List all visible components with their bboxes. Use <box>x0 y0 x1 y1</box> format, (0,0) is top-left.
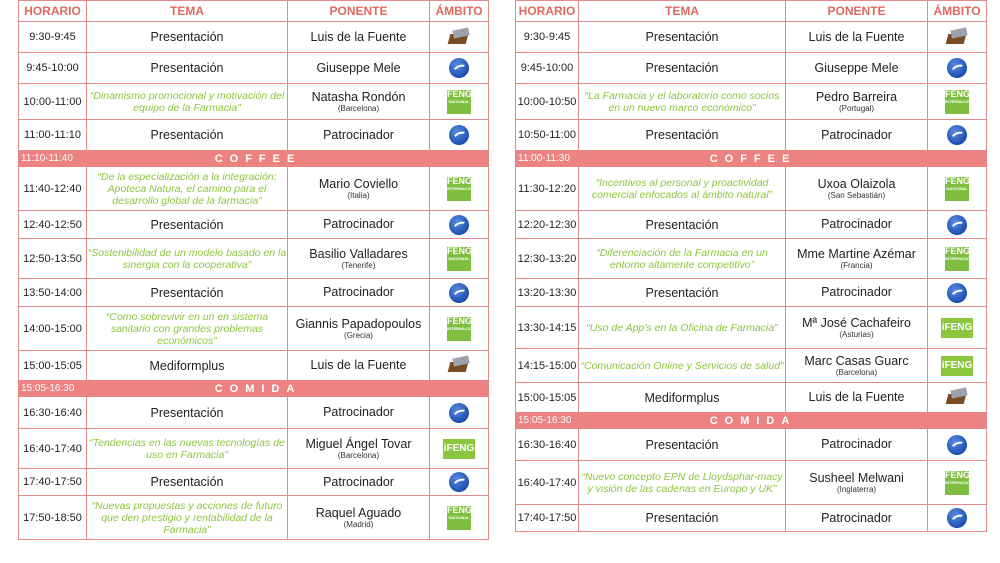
globe-logo-icon <box>947 283 967 303</box>
box-logo-icon <box>447 28 471 46</box>
speaker-name: Patrocinador <box>821 127 892 142</box>
ambito-cell <box>928 84 987 120</box>
ponente-cell <box>786 461 928 505</box>
ponente-cell <box>786 120 928 151</box>
break-row <box>19 151 489 167</box>
ambito-cell <box>928 120 987 151</box>
feng-logo-subtext: INTERNACIONAL <box>447 185 481 191</box>
talk-title: “Nuevo concepto EPN de Lloydsphar-macy y visión de las cadenas en Europo y UK” <box>579 461 786 505</box>
globe-logo-icon <box>947 125 967 145</box>
tema-cell: Presentación <box>579 211 786 239</box>
box-logo-icon <box>447 356 471 374</box>
speaker-location: (Barcelona) <box>337 103 380 113</box>
ponente-cell <box>786 53 928 84</box>
ambito-cell <box>430 279 489 307</box>
schedule-row <box>19 22 489 53</box>
time-cell: 10:00-11:00 <box>19 84 87 120</box>
globe-logo-icon <box>449 58 469 78</box>
speaker-name: Miguel Ángel Tovar <box>305 436 412 451</box>
ambito-cell <box>430 351 489 381</box>
ponente-cell <box>786 167 928 211</box>
break-row <box>516 413 987 429</box>
schedule-row <box>516 307 987 349</box>
break-label: COFFEE <box>87 151 430 167</box>
schedule-row <box>19 239 489 279</box>
speaker-name: Patrocinador <box>821 437 892 451</box>
speaker-location: (Barcelona) <box>337 450 380 460</box>
ponente-cell <box>288 53 430 84</box>
schedule-row <box>19 53 489 84</box>
ponente-cell <box>786 383 928 413</box>
schedule-row <box>19 397 489 429</box>
talk-title: “Uso de App’s en la Oficina de Farmacia” <box>579 307 786 349</box>
feng-internacional-logo-icon <box>447 315 481 341</box>
talk-title: “Tendencias en las nuevas tecnologías de uso en Farmacia” <box>87 429 288 469</box>
talk-title: “Dinamismo promocional y motivación del equipo de la Farmacia” <box>87 84 288 120</box>
ponente-cell <box>288 167 430 211</box>
schedule-row <box>516 349 987 383</box>
feng-logo-text: FENG <box>447 175 473 186</box>
schedule-row <box>516 84 987 120</box>
time-cell: 17:40-17:50 <box>19 469 87 496</box>
break-spacer <box>928 151 987 167</box>
feng-logo-subtext: NACIONAL <box>448 255 470 261</box>
ponente-cell <box>786 211 928 239</box>
schedule-row <box>19 120 489 151</box>
globe-logo-icon <box>947 58 967 78</box>
time-cell: 15:00-15:05 <box>516 383 579 413</box>
speaker-name: Uxoa Olaizola <box>817 176 896 191</box>
ambito-cell <box>430 120 489 151</box>
ponente-cell <box>786 349 928 383</box>
ponente-cell <box>288 397 430 429</box>
globe-logo-icon <box>947 215 967 235</box>
time-cell: 16:30-16:40 <box>516 429 579 461</box>
ambito-cell <box>430 307 489 351</box>
feng-nacional-logo-icon <box>945 177 969 201</box>
break-spacer <box>430 381 489 397</box>
schedule-table-right <box>515 0 987 532</box>
speaker-name: Marc Casas Guarc <box>804 353 909 368</box>
feng-logo-subtext: NACIONAL <box>448 98 470 104</box>
ambito-cell <box>928 167 987 211</box>
tema-cell: Presentación <box>87 120 288 151</box>
ponente-cell <box>288 239 430 279</box>
ambito-cell <box>430 211 489 239</box>
speaker-location: (Barcelona) <box>835 367 878 377</box>
speaker-location: (Grecia) <box>344 330 373 340</box>
time-cell: 12:30-13:20 <box>516 239 579 279</box>
break-time: 15:05-16:30 <box>19 381 87 397</box>
header-ponente: PONENTE <box>786 1 928 22</box>
schedule-table-left <box>18 0 489 540</box>
speaker-name: Giannis Papadopoulos <box>295 316 422 331</box>
box-logo-icon <box>945 28 969 46</box>
tema-cell: Presentación <box>87 211 288 239</box>
ambito-cell <box>430 429 489 469</box>
ponente-cell <box>288 469 430 496</box>
time-cell: 14:00-15:00 <box>19 307 87 351</box>
schedule-row <box>19 279 489 307</box>
ponente-cell <box>786 239 928 279</box>
tema-cell: Presentación <box>87 469 288 496</box>
time-cell: 13:30-14:15 <box>516 307 579 349</box>
talk-title: “Diferenciación de la Farmacia en un entorno altamente competitivo” <box>579 239 786 279</box>
schedule-row <box>516 53 987 84</box>
schedule-row <box>516 383 987 413</box>
talk-title: “La Farmacia y el laboratorio como socios en un nuevo marco económico” <box>579 84 786 120</box>
feng-internacional-logo-icon <box>447 175 481 201</box>
ponente-cell <box>786 279 928 307</box>
tema-cell: Presentación <box>579 22 786 53</box>
feng-nacional-logo-icon <box>447 90 471 114</box>
feng-logo-subtext: NACIONAL <box>448 514 470 520</box>
feng-internacional-logo-icon <box>945 88 979 114</box>
tema-cell: Presentación <box>579 505 786 532</box>
feng-logo-text: FENG <box>945 245 971 256</box>
globe-logo-icon <box>449 215 469 235</box>
time-cell: 9:45-10:00 <box>19 53 87 84</box>
ambito-cell <box>430 167 489 211</box>
tema-cell: Mediformplus <box>579 383 786 413</box>
break-label: COFFEE <box>579 151 928 167</box>
break-time: 11:10-11:40 <box>19 151 87 167</box>
feng-nacional-logo-icon <box>447 247 471 271</box>
talk-title: “Como sobrevivir en un en sistema sanitario con grandes problemas económicos” <box>87 307 288 351</box>
speaker-name: Pedro Barreira <box>815 89 898 104</box>
feng-logo-text: FENG <box>447 88 473 99</box>
ambito-cell <box>928 239 987 279</box>
speaker-name: Patrocinador <box>323 405 394 419</box>
header-tema: TEMA <box>87 1 288 22</box>
speaker-location: (Tenerife) <box>341 260 376 270</box>
tema-cell: Mediformplus <box>87 351 288 381</box>
time-cell: 11:30-12:20 <box>516 167 579 211</box>
ambito-cell <box>430 397 489 429</box>
time-cell: 9:45-10:00 <box>516 53 579 84</box>
break-label: COMIDA <box>579 413 928 429</box>
time-cell: 15:00-15:05 <box>19 351 87 381</box>
header-horario: HORARIO <box>19 1 87 22</box>
header-ambito: ÁMBITO <box>928 1 987 22</box>
speaker-name: Patrocinador <box>323 285 394 299</box>
schedule-row <box>516 505 987 532</box>
schedule-row <box>19 167 489 211</box>
globe-logo-icon <box>449 125 469 145</box>
speaker-name: Mme Martine Azémar <box>797 246 916 261</box>
feng-logo-text: FENG <box>447 504 473 515</box>
speaker-name: Patrocinador <box>821 217 892 231</box>
feng-logo-subtext: INTERNACIONAL <box>447 325 481 331</box>
ambito-cell <box>430 239 489 279</box>
ambito-cell <box>928 429 987 461</box>
time-cell: 10:00-10:50 <box>516 84 579 120</box>
time-cell: 16:30-16:40 <box>19 397 87 429</box>
schedule-row <box>19 307 489 351</box>
ponente-cell <box>786 429 928 461</box>
ponente-cell <box>786 22 928 53</box>
talk-title: “Comunicación Online y Servicios de salud” <box>579 349 786 383</box>
ponente-cell <box>288 496 430 540</box>
time-cell: 10:50-11:00 <box>516 120 579 151</box>
ponente-cell <box>288 84 430 120</box>
ambito-cell <box>928 383 987 413</box>
schedule-row <box>19 429 489 469</box>
ambito-cell <box>430 84 489 120</box>
speaker-name: Luis de la Fuente <box>808 390 905 404</box>
schedule-row <box>516 429 987 461</box>
talk-title: “Sostenibilidad de un modelo basado en la sinergia con la cooperativa” <box>87 239 288 279</box>
tema-cell: Presentación <box>579 120 786 151</box>
speaker-location: (Italia) <box>347 190 370 200</box>
feng-logo-subtext: INTERNACIONAL <box>945 255 979 261</box>
ifeng-logo-icon: iFENG <box>941 318 973 338</box>
ponente-cell <box>786 307 928 349</box>
header-tema: TEMA <box>579 1 786 22</box>
ponente-cell <box>288 351 430 381</box>
schedule-row <box>19 351 489 381</box>
speaker-location: (Inglaterra) <box>836 484 877 494</box>
ifeng-logo-icon: iFENG <box>941 356 973 376</box>
break-time: 15:05-16:30 <box>516 413 579 429</box>
ponente-cell <box>288 279 430 307</box>
speaker-name: Natasha Rondón <box>311 89 406 104</box>
tema-cell: Presentación <box>87 279 288 307</box>
feng-logo-subtext: INTERNACIONAL <box>945 479 979 485</box>
time-cell: 13:50-14:00 <box>19 279 87 307</box>
speaker-name: Mª José Cachafeiro <box>802 315 911 330</box>
tema-cell: Presentación <box>87 397 288 429</box>
speaker-name: Raquel Aguado <box>315 505 402 520</box>
time-cell: 11:00-11:10 <box>19 120 87 151</box>
feng-logo-text: FENG <box>945 88 971 99</box>
speaker-name: Luis de la Fuente <box>808 29 905 44</box>
time-cell: 16:40-17:40 <box>516 461 579 505</box>
ambito-cell <box>928 53 987 84</box>
speaker-name: Giuseppe Mele <box>316 60 401 75</box>
break-row <box>19 381 489 397</box>
time-cell: 11:40-12:40 <box>19 167 87 211</box>
feng-logo-text: FENG <box>945 469 971 480</box>
time-cell: 9:30-9:45 <box>19 22 87 53</box>
tema-cell: Presentación <box>87 22 288 53</box>
ponente-cell <box>288 120 430 151</box>
header-ponente: PONENTE <box>288 1 430 22</box>
speaker-name: Patrocinador <box>821 285 892 299</box>
ambito-cell <box>430 469 489 496</box>
ambito-cell <box>928 461 987 505</box>
speaker-name: Patrocinador <box>821 510 892 525</box>
time-cell: 9:30-9:45 <box>516 22 579 53</box>
ambito-cell <box>430 496 489 540</box>
speaker-name: Mario Coviello <box>318 176 399 191</box>
talk-title: “Nuevas propuestas y acciones de futuro que den prestigio y rentabilidad de la Farmacia” <box>87 496 288 540</box>
talk-title: “Incentivos al personal y proactividad comercial enfocados al ámbito natural” <box>579 167 786 211</box>
talk-title: “De la especialización a la integración: Apoteca Natura, el camino para el desarrollo global de la farmacia” <box>87 167 288 211</box>
time-cell: 12:40-12:50 <box>19 211 87 239</box>
ponente-cell <box>786 505 928 532</box>
break-time: 11:00-11:30 <box>516 151 579 167</box>
feng-logo-text: FENG <box>447 245 473 256</box>
tema-cell: Presentación <box>579 53 786 84</box>
speaker-name: Luis de la Fuente <box>310 29 407 44</box>
ponente-cell <box>288 307 430 351</box>
time-cell: 13:20-13:30 <box>516 279 579 307</box>
schedule-row <box>19 84 489 120</box>
ponente-cell <box>288 211 430 239</box>
ambito-cell <box>928 211 987 239</box>
schedule-row <box>516 461 987 505</box>
speaker-location: (Francia) <box>840 260 873 270</box>
ambito-cell <box>430 22 489 53</box>
feng-internacional-logo-icon <box>945 469 979 495</box>
ponente-cell <box>288 22 430 53</box>
speaker-location: (Asturias) <box>839 329 874 339</box>
schedule-row <box>516 167 987 211</box>
ambito-cell <box>928 505 987 532</box>
speaker-name: Basilio Valladares <box>309 246 408 261</box>
schedule-row <box>516 22 987 53</box>
speaker-name: Susheel Melwani <box>809 470 904 485</box>
box-logo-icon <box>945 388 969 406</box>
speaker-name: Luis de la Fuente <box>310 358 407 372</box>
feng-internacional-logo-icon <box>945 245 979 271</box>
speaker-name: Giuseppe Mele <box>814 60 899 75</box>
schedule-row <box>516 120 987 151</box>
ambito-cell <box>928 349 987 383</box>
feng-nacional-logo-icon <box>447 506 471 530</box>
schedule-row <box>19 496 489 540</box>
ifeng-logo-icon: iFENG <box>443 439 475 459</box>
time-cell: 12:20-12:30 <box>516 211 579 239</box>
break-row <box>516 151 987 167</box>
ambito-cell <box>928 307 987 349</box>
globe-logo-icon <box>947 508 967 528</box>
speaker-name: Patrocinador <box>323 127 394 142</box>
speaker-name: Patrocinador <box>323 217 394 231</box>
feng-logo-subtext: INTERNACIONAL <box>945 98 979 104</box>
globe-logo-icon <box>449 472 469 492</box>
time-cell: 17:40-17:50 <box>516 505 579 532</box>
globe-logo-icon <box>449 283 469 303</box>
tema-cell: Presentación <box>579 429 786 461</box>
ambito-cell <box>430 53 489 84</box>
header-horario: HORARIO <box>516 1 579 22</box>
speaker-location: (Madrid) <box>343 519 374 529</box>
schedule-row <box>516 211 987 239</box>
break-spacer <box>928 413 987 429</box>
ponente-cell <box>786 84 928 120</box>
ponente-cell <box>288 429 430 469</box>
schedule-row <box>19 211 489 239</box>
time-cell: 16:40-17:40 <box>19 429 87 469</box>
break-spacer <box>430 151 489 167</box>
speaker-location: (San Sebastián) <box>827 190 886 200</box>
header-ambito: ÁMBITO <box>430 1 489 22</box>
globe-logo-icon <box>449 403 469 423</box>
tema-cell: Presentación <box>87 53 288 84</box>
time-cell: 14:15-15:00 <box>516 349 579 383</box>
feng-logo-subtext: NACIONAL <box>946 185 968 191</box>
ambito-cell <box>928 22 987 53</box>
break-label: COMIDA <box>87 381 430 397</box>
feng-logo-text: FENG <box>945 175 971 186</box>
schedule-row <box>516 279 987 307</box>
ambito-cell <box>928 279 987 307</box>
schedule-row <box>19 469 489 496</box>
speaker-location: (Portugal) <box>838 103 875 113</box>
feng-logo-text: FENG <box>447 315 473 326</box>
globe-logo-icon <box>947 435 967 455</box>
speaker-name: Patrocinador <box>323 474 394 489</box>
tema-cell: Presentación <box>579 279 786 307</box>
time-cell: 17:50-18:50 <box>19 496 87 540</box>
time-cell: 12:50-13:50 <box>19 239 87 279</box>
schedule-row <box>516 239 987 279</box>
